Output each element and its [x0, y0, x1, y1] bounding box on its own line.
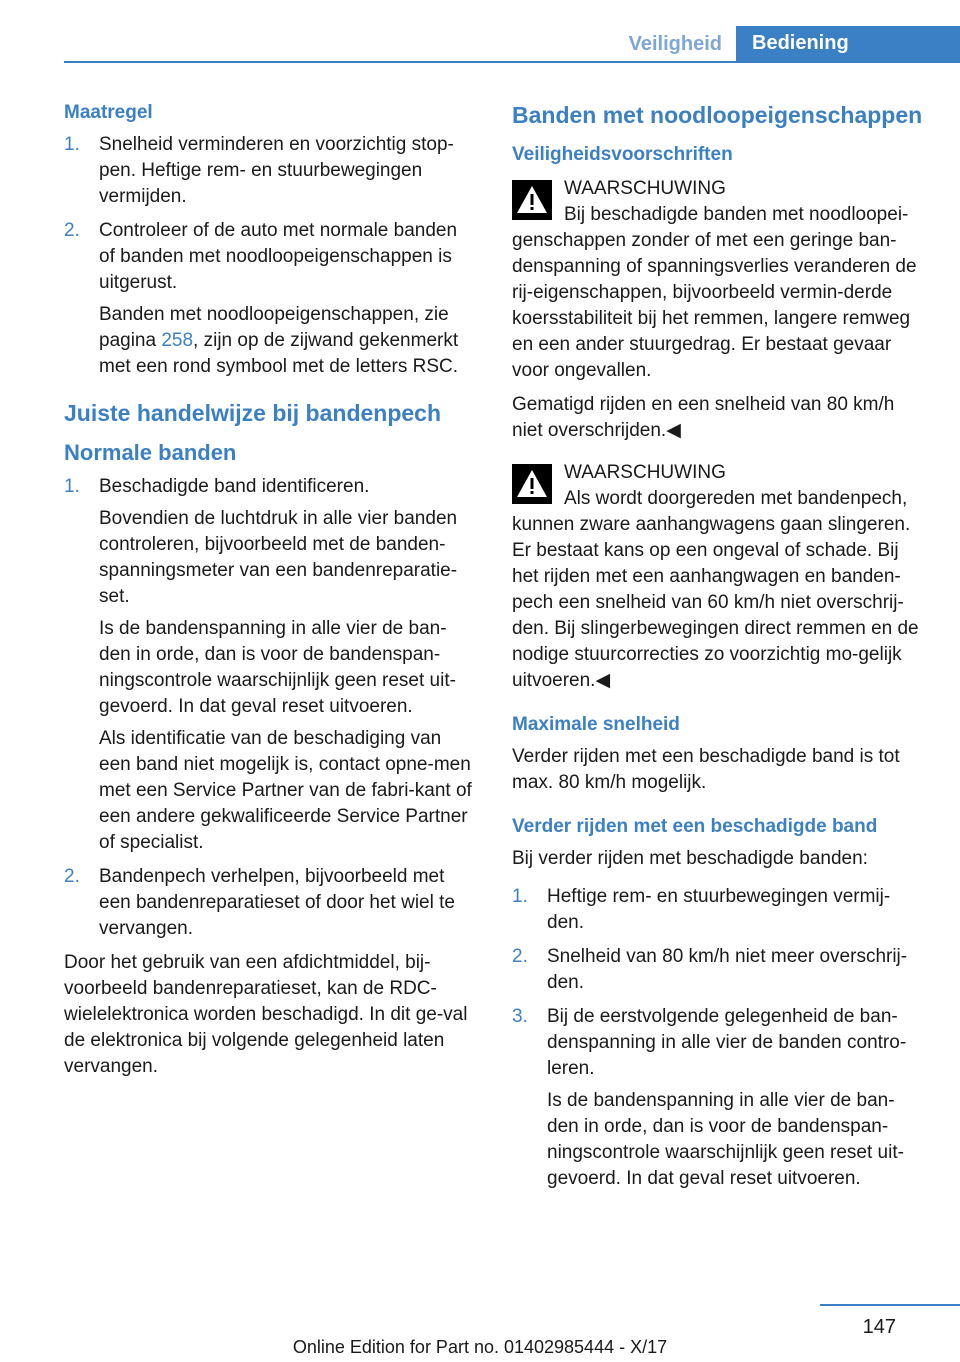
list-number: 2. [512, 946, 528, 967]
subsection-heading: Veiligheidsvoorschriften [512, 144, 733, 165]
list-subtext: Is de bandenspanning in alle vier de ban-den in orde, dan is voor de bandenspan-ningscontrole waarschijnlijk geen reset uit-gevoerd. In dat geval reset uitvoeren. [99, 618, 456, 717]
subsection-heading: Maximale snelheid [512, 714, 680, 735]
list-text: Bij de eerstvolgende gelegenheid de ban-denspanning in alle vier de banden contro-leren. [547, 1006, 907, 1079]
list-item [512, 884, 926, 936]
section-heading: Juiste handelwijze bij bandenpech [64, 400, 442, 426]
warning-title: WAARSCHUWING [564, 462, 726, 483]
list-item [64, 132, 478, 210]
list-number: 2. [64, 866, 80, 887]
maatregel-heading: Maatregel [64, 102, 153, 123]
warning-text: Als wordt doorgereden met bandenpech, kunnen zware aanhangwagens gaan slingeren. Er bestaat kans op een ongeval of schade. Bij het rijden met een aanhangwagen en banden-pech een snelheid van 60 km/h niet overschrij-den. Bij slingerbewegingen direct remmen en de nodige stuurcorrecties zo voorzichtig mo-gelijk uitvoeren.◀ [512, 488, 919, 691]
list-number: 3. [512, 1006, 528, 1027]
list-subtext: Als identificatie van de beschadiging van een band niet mogelijk is, contact opne-men met een Service Partner van de fabri-kant of een andere gekwalificeerde Service Partner of specialist. [99, 728, 472, 853]
page-number: 147 [862, 1316, 896, 1338]
warning-title: WAARSCHUWING [564, 178, 726, 199]
list-text: Controleer of de auto met normale banden of banden met noodloopeigenschappen is uitgerust. [99, 220, 458, 293]
warning-triangle-icon [512, 464, 552, 504]
list-item [64, 864, 478, 942]
tab-bediening[interactable]: Bediening [736, 26, 960, 62]
warning-text: Bij beschadigde banden met noodloopei-genschappen zonder of met een geringe ban-denspanning of spanningsverlies veranderen de rij-eigenschappen, bijvoorbeeld vermin-derde koersstabiliteit bij het remmen, langere remweg en een ander stuurgedrag. Er bestaat gevaar voor ongevallen. [512, 204, 917, 381]
list-text: Snelheid van 80 km/h niet meer overschrij-den. [547, 946, 908, 993]
closing-paragraph: Door het gebruik van een afdichtmiddel, bij-voorbeeld bandenreparatieset, kan de RDC-wielelektronica worden beschadigd. In dit ge-val de elektronica bij volgende gelegenheid laten vervangen. [64, 952, 468, 1077]
list-item [512, 944, 926, 996]
list-number: 2. [64, 220, 80, 241]
list-item [64, 474, 478, 856]
list-text: Snelheid verminderen en voorzichtig stop-pen. Heftige rem- en stuurbewegingen vermijden. [99, 134, 454, 207]
list-subtext: Is de bandenspanning in alle vier de ban-den in orde, dan is voor de bandenspan-ningscontrole waarschijnlijk geen reset uit-gevoerd. In dat geval reset uitvoeren. [547, 1090, 904, 1189]
subsection-heading: Normale banden [64, 440, 237, 465]
footer-divider [820, 1304, 960, 1306]
list-number: 1. [64, 476, 80, 497]
subsection-heading: Verder rijden met een beschadigde band [512, 816, 878, 837]
list-number: 1. [64, 134, 80, 155]
section-heading: Banden met noodloopeigenschappen [512, 102, 923, 128]
paragraph: Verder rijden met een beschadigde band is tot max. 80 km/h mogelijk. [512, 746, 900, 793]
paragraph: Bij verder rijden met beschadigde banden: [512, 848, 868, 869]
header-divider [64, 61, 960, 63]
list-text: Beschadigde band identificeren. [99, 476, 370, 497]
footer-edition: Online Edition for Part no. 01402985444 - X/17 [292, 1337, 668, 1357]
list-item [64, 218, 478, 380]
warning-block [512, 176, 926, 384]
list-text: Heftige rem- en stuurbewegingen vermij-den. [547, 886, 891, 933]
warning-extra: Gematigd rijden en een snelheid van 80 km/h niet overschrijden.◀ [512, 394, 895, 441]
warning-block [512, 460, 926, 694]
warning-triangle-icon [512, 180, 552, 220]
list-item [512, 1004, 926, 1192]
tab-veiligheid[interactable]: Veiligheid [628, 33, 722, 55]
list-subtext: Banden met noodloopeigenschappen, zie pagina 258, zijn op de zijwand gekenmerkt met een rond symbool met de letters RSC. [99, 304, 459, 377]
right-column [512, 100, 926, 1200]
left-column [64, 100, 478, 1088]
page-link[interactable]: 258 [161, 330, 194, 351]
page-header [0, 0, 960, 62]
list-text: Bandenpech verhelpen, bijvoorbeeld met een bandenreparatieset of door het wiel te vervangen. [99, 866, 455, 939]
list-subtext: Bovendien de luchtdruk in alle vier banden controleren, bijvoorbeeld met de banden-spanningsmeter van een bandenreparatie-set. [99, 508, 458, 607]
list-number: 1. [512, 886, 528, 907]
